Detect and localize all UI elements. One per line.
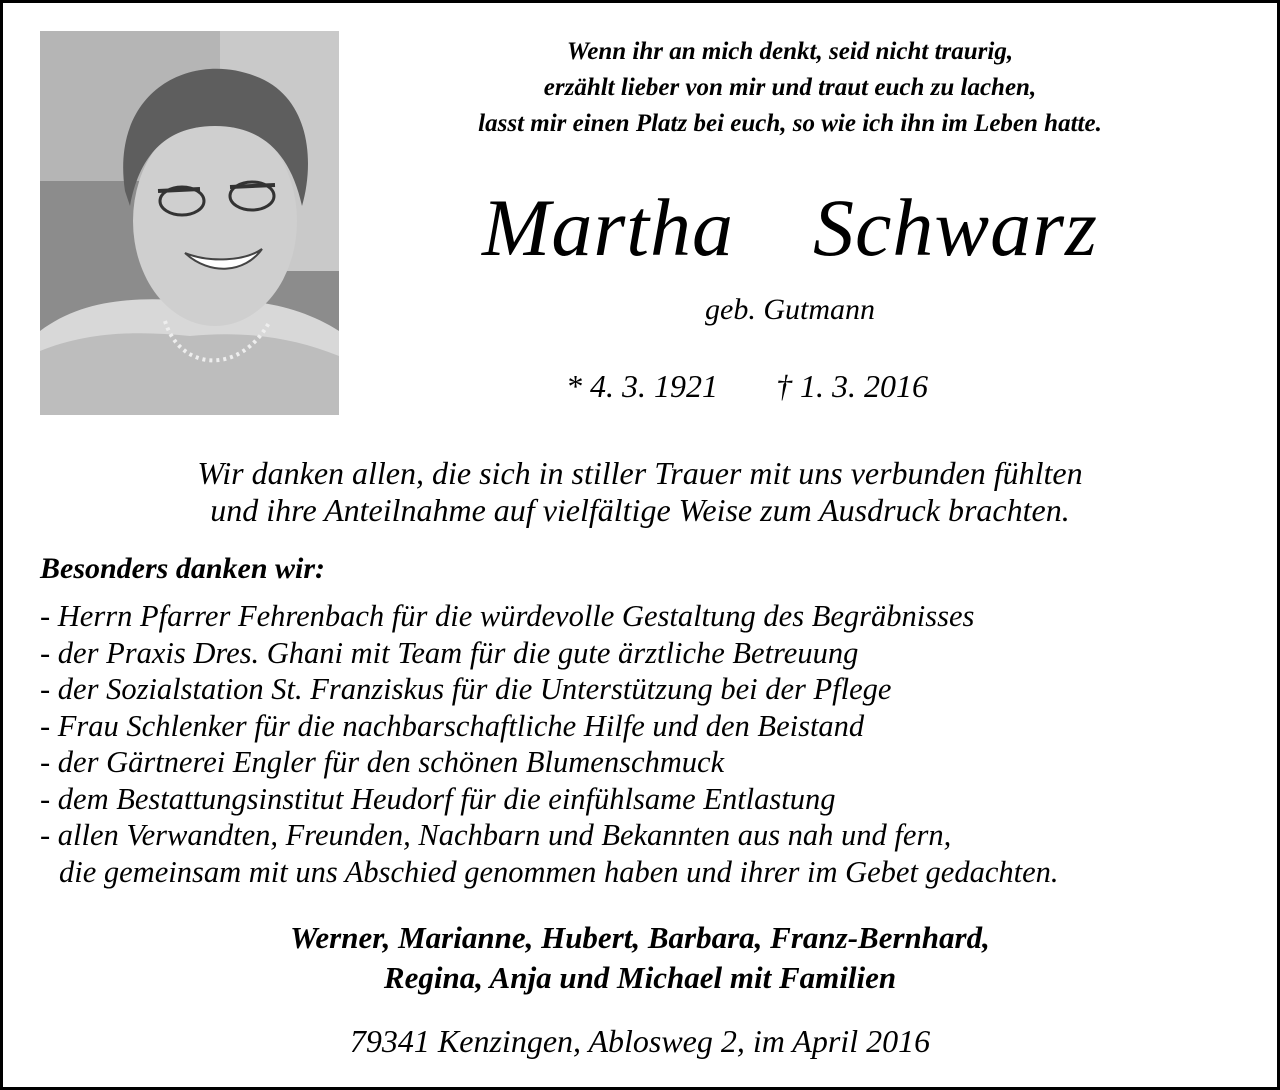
family-line: Regina, Anja und Michael mit Familien: [383, 960, 897, 995]
thanks-line: und ihre Anteilnahme auf vielfältige Weise zum Ausdruck brachten.: [210, 492, 1070, 528]
portrait-photo: [40, 31, 339, 415]
family-signature: [0, 918, 1280, 998]
death-date: † 1. 3. 2016: [776, 368, 928, 404]
address-line: 79341 Kenzingen, Ablosweg 2, im April 2016: [349, 1023, 931, 1059]
quote-line: lasst mir einen Platz bei euch, so wie ich ihn im Leben hatte.: [478, 110, 1102, 137]
birth-date: * 4. 3. 1921: [566, 368, 718, 404]
quote-line: erzählt lieber von mir und traut euch zu lachen,: [543, 74, 1037, 101]
list-item: - allen Verwandten, Freunden, Nachbarn und Bekannten aus nah und fern,: [40, 818, 952, 852]
general-thanks: [0, 455, 1280, 529]
list-item: - Herrn Pfarrer Fehrenbach für die würdevolle Gestaltung des Begräbnisses: [40, 599, 975, 633]
special-thanks-heading: Besonders danken wir:: [40, 552, 326, 585]
list-item: - der Gärtnerei Engler für den schönen Blumenschmuck: [40, 745, 725, 779]
portrait-illustration: [40, 31, 339, 415]
list-item: - dem Bestattungsinstitut Heudorf für die einfühlsame Entlastung: [40, 781, 836, 816]
quote-line: Wenn ihr an mich denkt, seid nicht traurig,: [566, 38, 1014, 65]
list-item-continuation: die gemeinsam mit uns Abschied genommen haben und ihrer im Gebet gedachten.: [59, 854, 1059, 889]
family-line: Werner, Marianne, Hubert, Barbara, Franz-Bernhard,: [290, 920, 990, 955]
life-dates: [566, 366, 928, 406]
deceased-name: Martha Schwarz: [482, 182, 1098, 273]
memorial-quote: [340, 34, 1240, 142]
thanks-line: Wir danken allen, die sich in stiller Trauer mit uns verbunden fühlten: [197, 455, 1083, 491]
special-thanks-list: [40, 598, 1275, 890]
list-item: - der Praxis Dres. Ghani mit Team für die gute ärztliche Betreuung: [40, 635, 859, 670]
list-item: - der Sozialstation St. Franziskus für die Unterstützung bei der Pflege: [40, 672, 892, 706]
maiden-name: geb. Gutmann: [705, 293, 875, 326]
list-item: - Frau Schlenker für die nachbarschaftliche Hilfe und den Beistand: [40, 708, 865, 743]
